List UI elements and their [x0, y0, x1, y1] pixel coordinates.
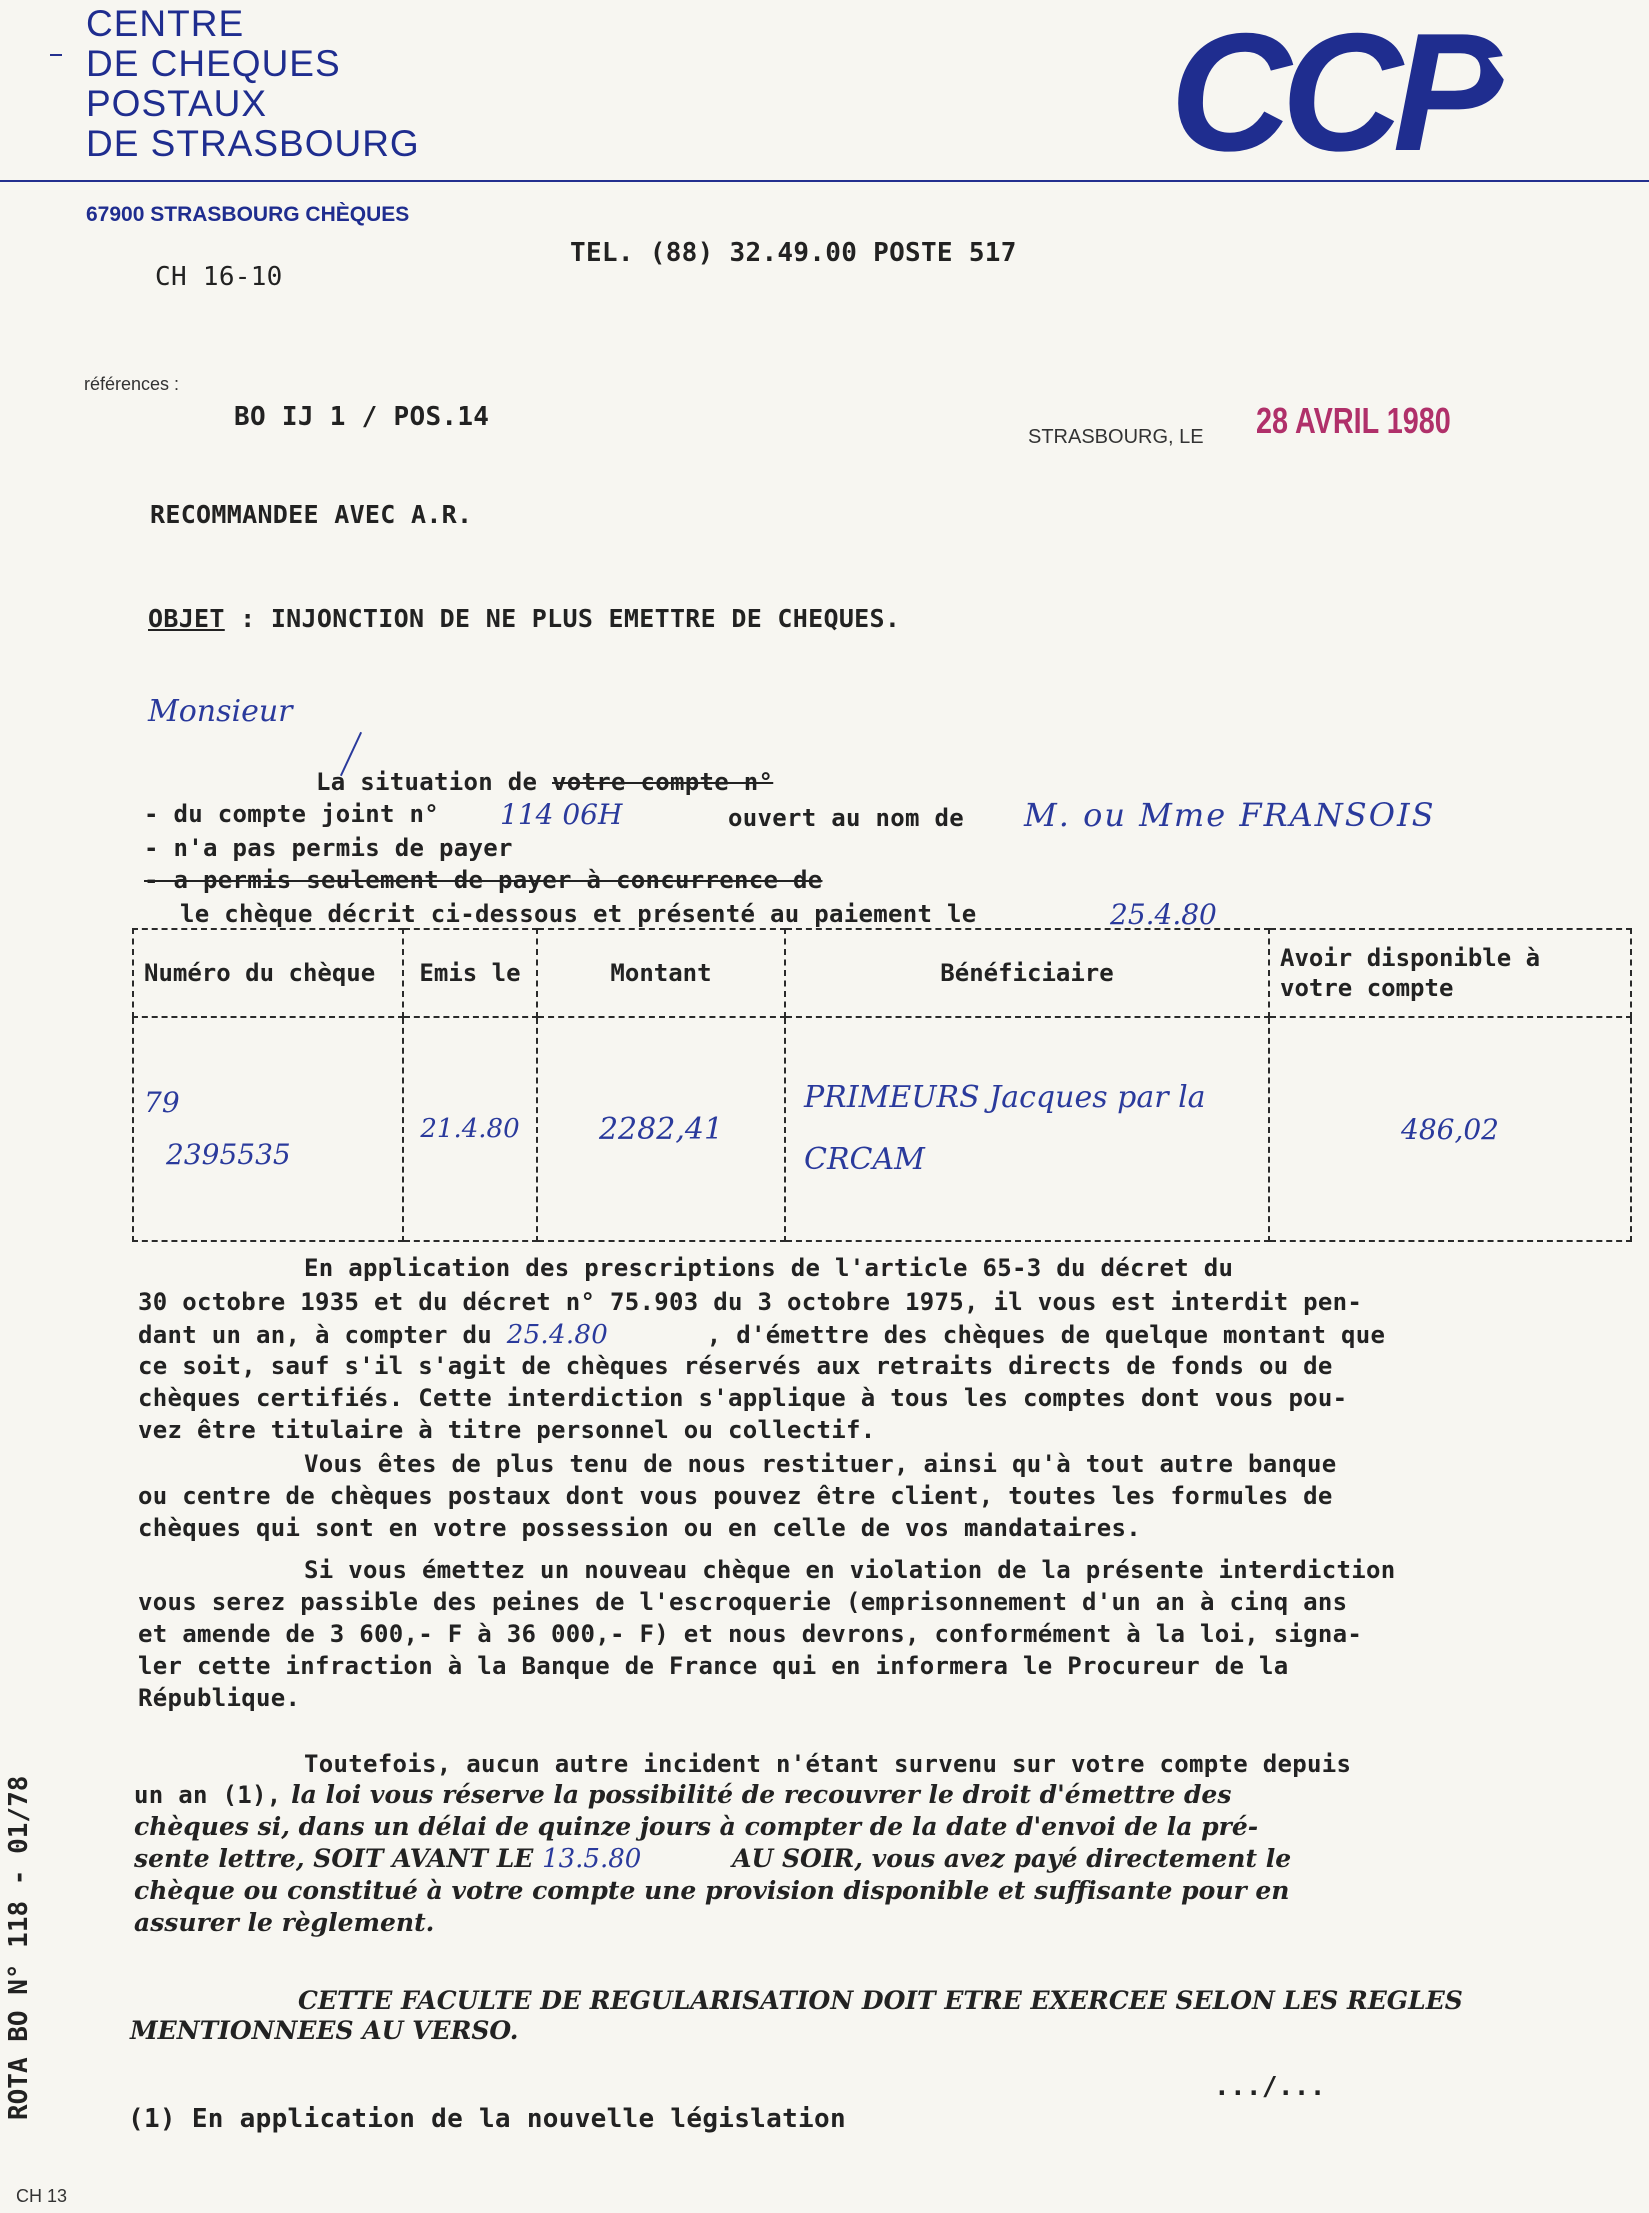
- p4-italic-2: chèques si, dans un délai de quinze jours à compter de la date d'envoi de la pré-: [134, 1812, 1259, 1841]
- joint-account-line: [144, 800, 439, 828]
- joint-account-label: - du compte joint n°: [144, 800, 439, 828]
- presented-date: 25.4.80: [1110, 898, 1217, 931]
- situation-struck: votre compte n°: [552, 768, 774, 796]
- account-number: 114 06H: [500, 798, 623, 831]
- ban-start-date: 25.4.80: [506, 1320, 609, 1350]
- p4-italic-3b: AU SOIR, vous avez payé directement le: [732, 1844, 1292, 1873]
- p1-line-3b: , d'émettre des chèques de quelque montant que: [706, 1321, 1386, 1349]
- p1-line-4: ce soit, sauf s'il s'agit de chèques réservés aux retraits directs de fonds ou de: [138, 1352, 1333, 1380]
- p3-line-1: Si vous émettez un nouveau chèque en violation de la présente interdiction: [304, 1556, 1396, 1584]
- cheque-presented-line: le chèque décrit ci-dessous et présenté au paiement le: [180, 900, 977, 928]
- p1-line-1: En application des prescriptions de l'article 65-3 du décret du: [304, 1254, 1234, 1282]
- registered-mail: RECOMMANDEE AVEC A.R.: [150, 500, 473, 529]
- p3-line-2: vous serez passible des peines de l'escroquerie (emprisonnement d'un an à cinq ans: [138, 1588, 1348, 1616]
- ccp-logo-text: CCP: [1170, 18, 1495, 168]
- footnote: (1) En application de la nouvelle législation: [128, 2104, 846, 2134]
- p3-line-3: et amende de 3 600,- F à 36 000,- F) et nous devrons, conformément à la loi, signa-: [138, 1620, 1363, 1648]
- partial-payment-line: - a permis seulement de payer à concurrence de: [144, 866, 823, 894]
- not-paid-line: - n'a pas permis de payer: [144, 834, 513, 862]
- bottom-code: CH 13: [16, 2186, 68, 2206]
- continuation-mark: .../...: [1214, 2072, 1326, 2102]
- situation-line: [316, 768, 773, 796]
- salutation: Monsieur: [148, 694, 293, 729]
- org-line-2: DE CHEQUES: [86, 43, 341, 84]
- telephone: TEL. (88) 32.49.00 POSTE 517: [570, 238, 1017, 268]
- p4-italic-5: assurer le règlement.: [134, 1908, 435, 1937]
- organization-name: [86, 4, 420, 164]
- p1-line-6: vez être titulaire à titre personnel ou collectif.: [138, 1416, 876, 1444]
- form-code: CH 16-10: [155, 262, 283, 292]
- p4-italic-4: chèque ou constitué à votre compte une provision disponible et suffisante pour en: [134, 1876, 1290, 1905]
- p3-line-5: République.: [138, 1684, 301, 1712]
- org-line-3: POSTAUX: [86, 83, 268, 124]
- p1-line-5: chèques certifiés. Cette interdiction s'applique à tous les comptes dont vous pou-: [138, 1384, 1348, 1412]
- p4-italic-3a: sente lettre, SOIT AVANT LE: [134, 1844, 534, 1873]
- deadline-date: 13.5.80: [542, 1844, 642, 1874]
- object-text: : INJONCTION DE NE PLUS EMETTRE DE CHEQUES.: [224, 604, 901, 633]
- org-line-1: CENTRE: [86, 3, 245, 44]
- org-line-4: DE STRASBOURG: [86, 123, 420, 164]
- p1-line-3: [138, 1320, 1385, 1350]
- p4-line-1: Toutefois, aucun autre incident n'étant survenu sur votre compte depuis: [304, 1750, 1352, 1778]
- header-rule: [0, 180, 1649, 182]
- bird-wing-icon: [1488, 48, 1565, 88]
- p2-line-1: Vous êtes de plus tenu de nous restituer, ainsi qu'à tout autre banque: [304, 1450, 1337, 1478]
- p4-italic-3: [134, 1844, 1291, 1874]
- cheque-number: 2395535: [166, 1138, 291, 1171]
- vertical-form-reference: ROTA BO N° 118 - 01/78: [4, 1775, 34, 2120]
- regularisation-line-1: CETTE FACULTE DE REGULARISATION DOIT ETRE EXERCEE SELON LES REGLES: [298, 1986, 1463, 2015]
- cell-balance: 486,02: [1269, 1017, 1631, 1241]
- p2-line-2: ou centre de chèques postaux dont vous pouvez être client, toutes les formules de: [138, 1482, 1333, 1510]
- p2-line-3: chèques qui sont en votre possession ou en celle de vos mandataires.: [138, 1514, 1141, 1542]
- cell-cheque-number: [133, 1017, 403, 1241]
- cell-issued: 21.4.80: [403, 1017, 537, 1241]
- references-label: références :: [84, 374, 180, 394]
- table-header-row: [133, 929, 1631, 1017]
- p4-italic-1: la loi vous réserve la possibilité de recouvrer le droit d'émettre des: [291, 1780, 1232, 1809]
- table-row: [133, 1017, 1631, 1241]
- date-stamp: 28 AVRIL 1980: [1256, 400, 1451, 441]
- cell-beneficiary: PRIMEURS Jacques par la CRCAM: [785, 1017, 1269, 1241]
- opened-in-name-label: ouvert au nom de: [728, 804, 964, 832]
- p4-line-2a: un an (1),: [134, 1781, 282, 1809]
- account-holder: M. ou Mme FRANSOIS: [1024, 796, 1436, 834]
- regularisation-line-2: MENTIONNEES AU VERSO.: [130, 2016, 519, 2045]
- cell-amount: 2282,41: [537, 1017, 785, 1241]
- header-amount: Montant: [537, 929, 785, 1017]
- cheque-prefix: 79: [144, 1086, 180, 1119]
- margin-dash: [50, 54, 62, 56]
- postal-address: 67900 STRASBOURG CHÈQUES: [86, 203, 410, 226]
- situation-text: La situation de: [316, 768, 552, 796]
- header-balance: Avoir disponible à votre compte: [1269, 929, 1631, 1017]
- header-beneficiary: Bénéficiaire: [785, 929, 1269, 1017]
- p1-line-3a: dant un an, à compter du: [138, 1321, 492, 1349]
- p4-line-2: [134, 1780, 1231, 1809]
- object-label: OBJET: [148, 604, 225, 633]
- ccp-logo: [1170, 18, 1570, 168]
- reference-number: BO IJ 1 / POS.14: [234, 402, 490, 432]
- header-cheque-number: Numéro du chèque: [133, 929, 403, 1017]
- cheque-table: [132, 928, 1632, 1242]
- place-label: STRASBOURG, LE: [1028, 426, 1204, 448]
- object-line: [148, 604, 900, 633]
- p1-line-2: 30 octobre 1935 et du décret n° 75.903 du 3 octobre 1975, il vous est interdit pen-: [138, 1288, 1363, 1316]
- p3-line-4: ler cette infraction à la Banque de France qui en informera le Procureur de la: [138, 1652, 1289, 1680]
- header-issued: Emis le: [403, 929, 537, 1017]
